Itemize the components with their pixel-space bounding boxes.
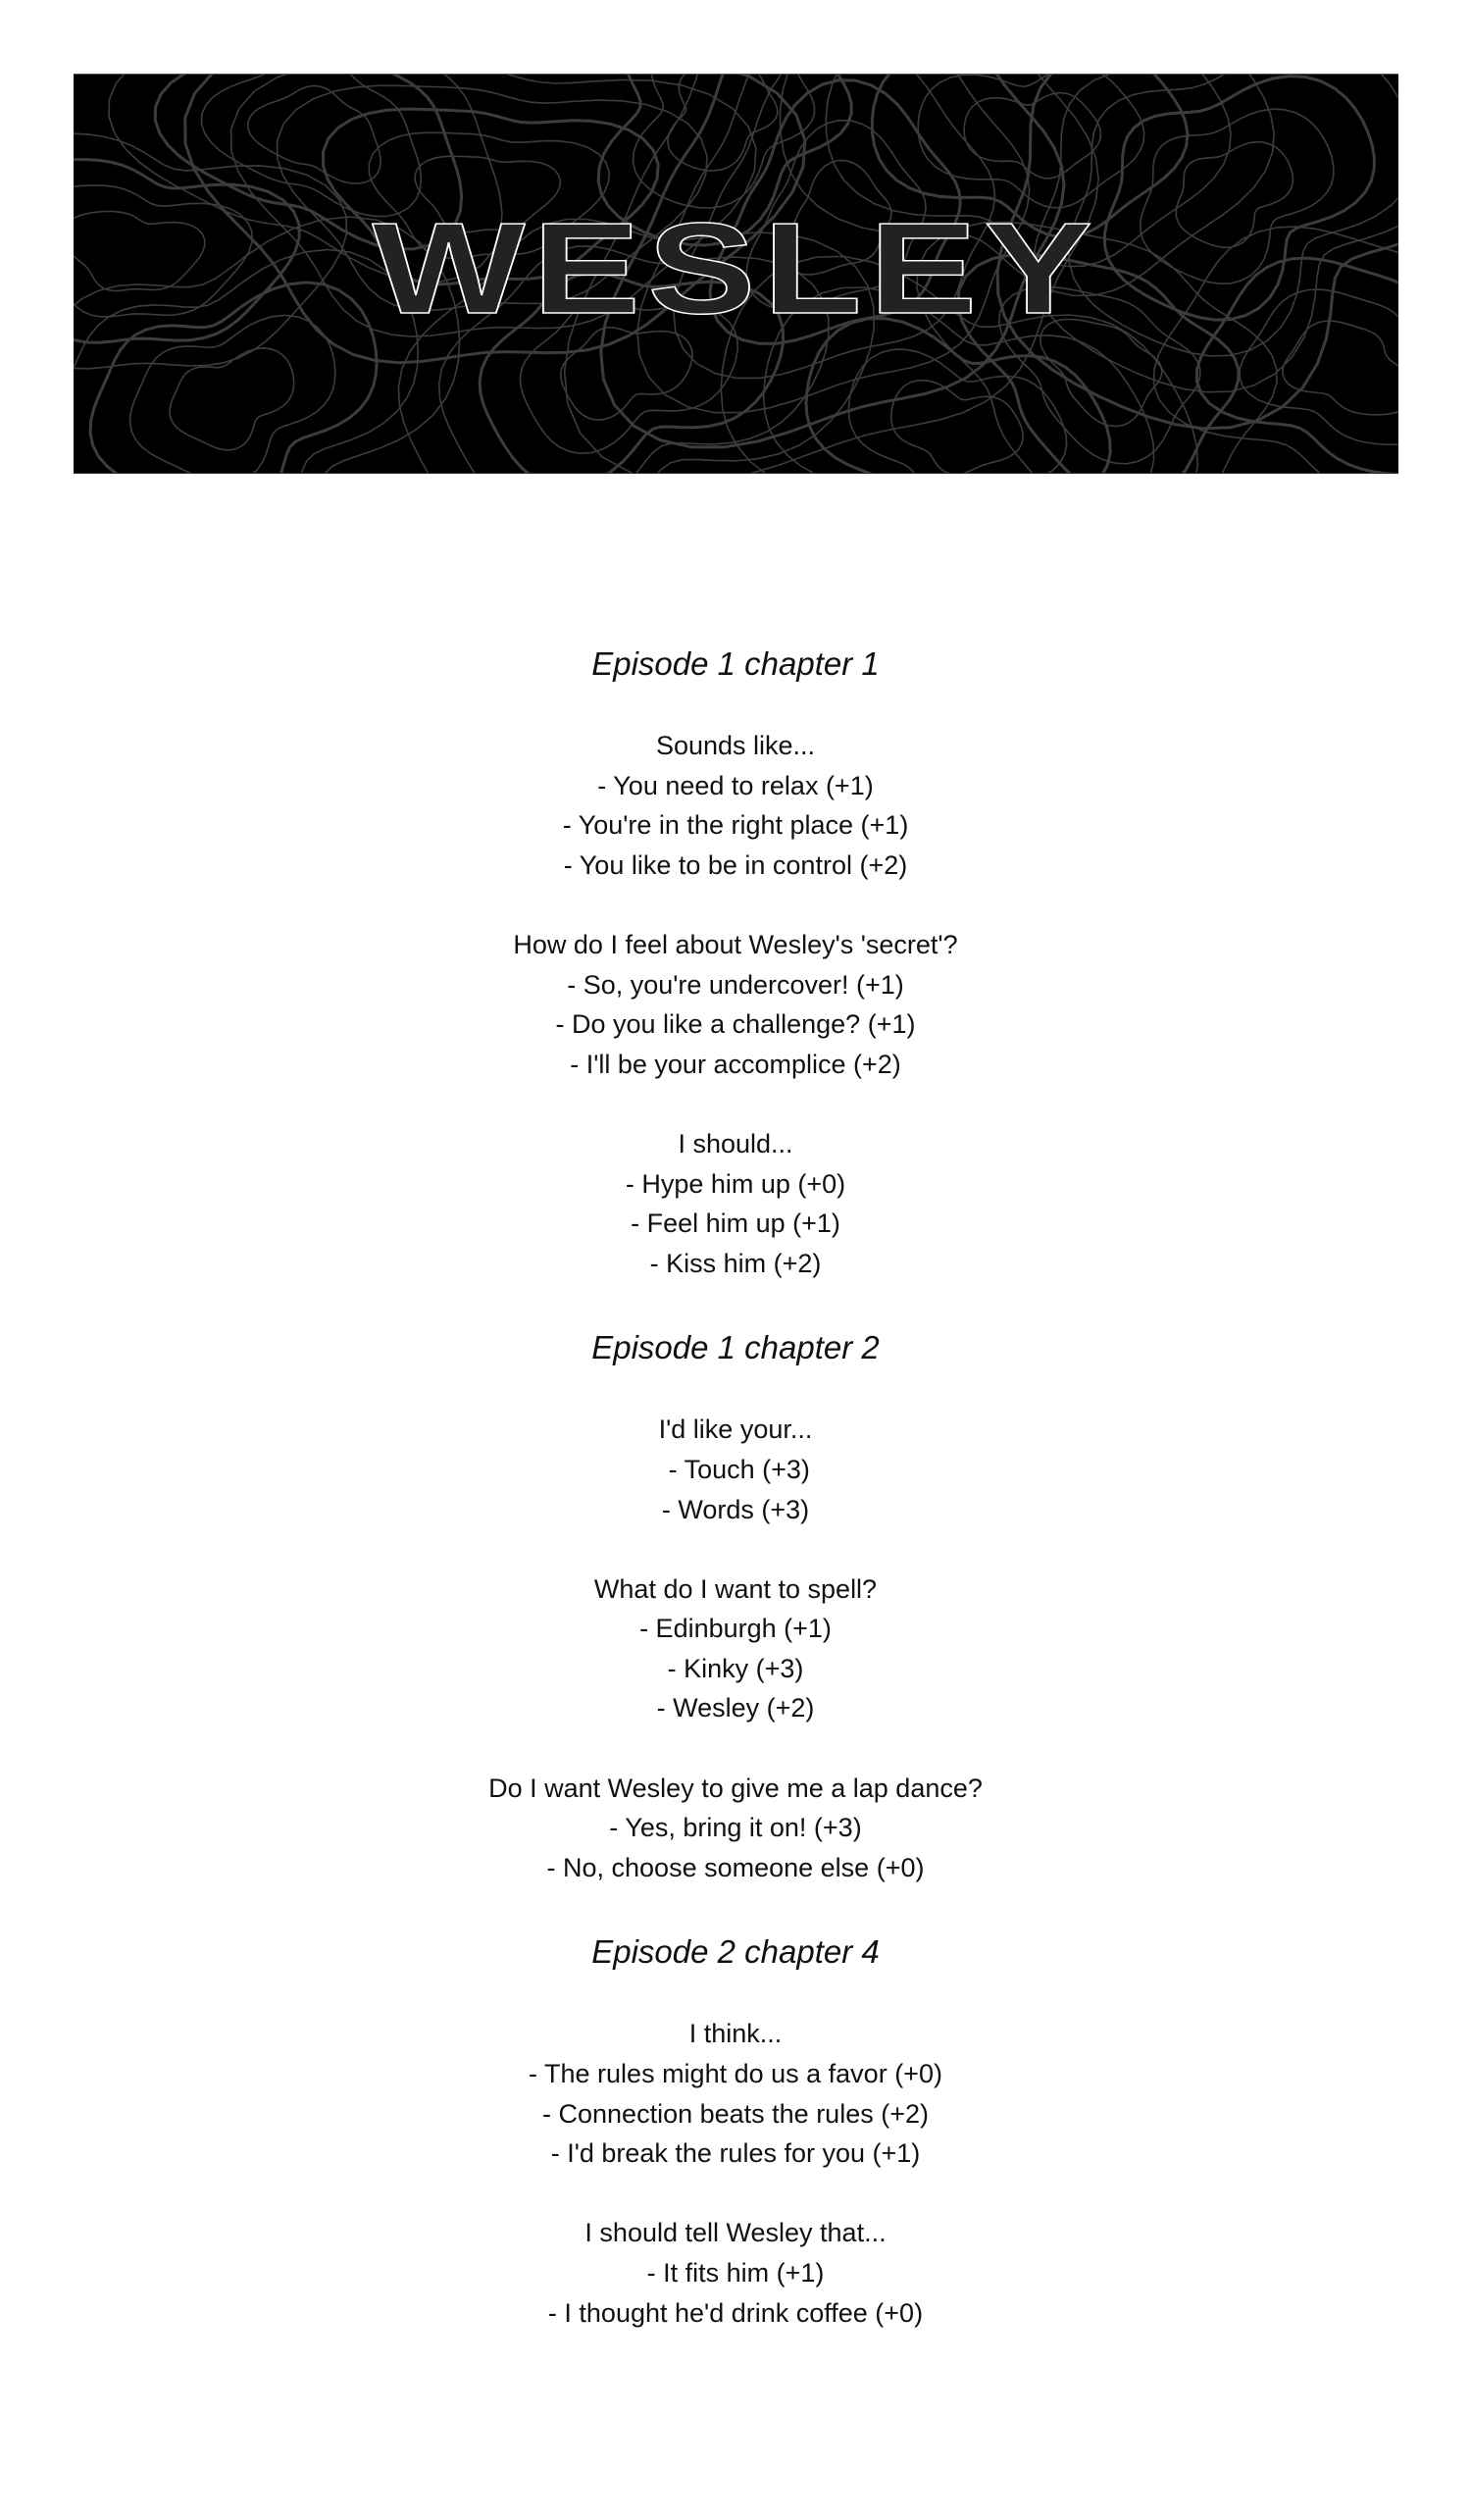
answer-option: - Wesley (+2) [656, 1693, 815, 1723]
episode-section [0, 1930, 1471, 2333]
contour-line [848, 349, 1066, 473]
contour-line [170, 348, 294, 450]
answer-option: - You're in the right place (+1) [562, 810, 909, 841]
header-banner [74, 74, 1398, 474]
answer-option: - Touch (+3) [661, 1454, 810, 1484]
question-group [0, 2213, 1471, 2333]
question-text: Do I want Wesley to give me a lap dance? [488, 1773, 983, 1803]
answer-option: - Edinburgh (+1) [639, 1614, 832, 1644]
answer-option: - You like to be in control (+2) [563, 849, 908, 880]
question-text: I think... [688, 2019, 783, 2049]
question-text: Sounds like... [655, 731, 816, 760]
episode-heading: Episode 1 chapter 1 [591, 645, 880, 682]
answer-option: - Kinky (+3) [667, 1653, 804, 1683]
episode-section [0, 643, 1471, 1283]
choices-guide [0, 643, 1471, 2333]
answer-option: - Kiss him (+2) [649, 1248, 822, 1278]
question-group [0, 1569, 1471, 1728]
answer-option: - I'd break the rules for you (+1) [550, 2138, 921, 2169]
episode-heading: Episode 1 chapter 2 [591, 1329, 880, 1366]
question-text: What do I want to spell? [593, 1573, 878, 1604]
question-text: I should tell Wesley that... [584, 2218, 887, 2248]
banner-title: WESLEY [372, 196, 1100, 340]
question-group [0, 1124, 1471, 1283]
question-text: How do I feel about Wesley's 'secret'? [513, 929, 958, 959]
question-group [0, 1410, 1471, 1529]
episode-section [0, 1326, 1471, 1887]
answer-option: - Do you like a challenge? (+1) [555, 1009, 916, 1040]
question-group [0, 726, 1471, 885]
answer-option: - So, you're undercover! (+1) [567, 969, 904, 1000]
question-group [0, 2014, 1471, 2173]
answer-option: - The rules might do us a favor (+0) [529, 2059, 942, 2089]
question-group [0, 925, 1471, 1084]
episode-heading: Episode 2 chapter 4 [591, 1933, 880, 1971]
contour-line [248, 86, 380, 184]
answer-option: - Yes, bring it on! (+3) [609, 1813, 862, 1843]
answer-option: - Words (+3) [661, 1494, 810, 1524]
question-text: I'd like your... [658, 1414, 813, 1445]
answer-option: - Feel him up (+1) [631, 1209, 840, 1239]
answer-option: - I'll be your accomplice (+2) [570, 1049, 901, 1079]
question-text: I should... [678, 1128, 793, 1158]
answer-option: - I thought he'd drink coffee (+0) [547, 2297, 924, 2328]
answer-option: - It fits him (+1) [646, 2258, 825, 2288]
answer-option: - No, choose someone else (+0) [546, 1852, 925, 1882]
answer-option: - You need to relax (+1) [597, 770, 874, 800]
answer-option: - Hype him up (+0) [625, 1168, 846, 1199]
question-group [0, 1769, 1471, 1888]
answer-option: - Connection beats the rules (+2) [542, 2098, 929, 2129]
